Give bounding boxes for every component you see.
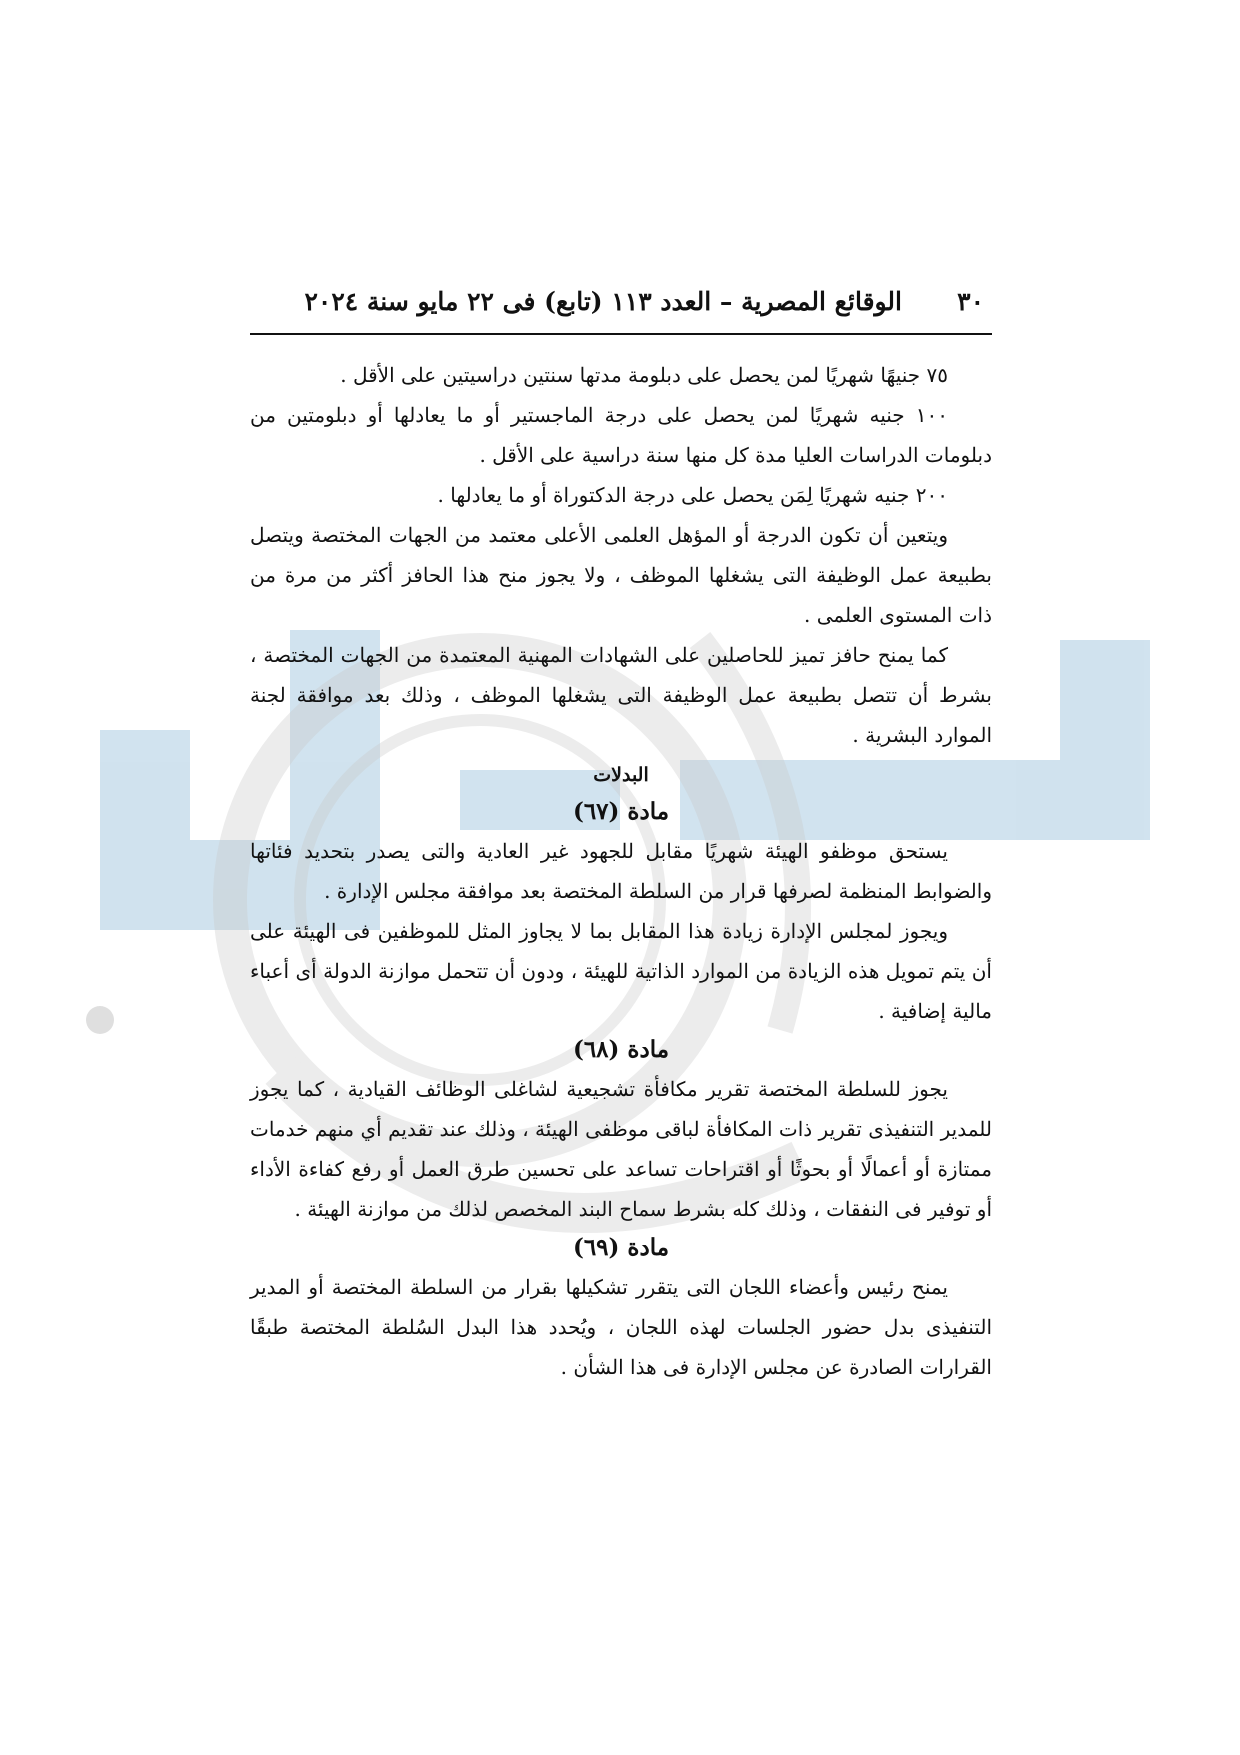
page-number: ٣٠ <box>957 287 984 316</box>
paragraph: يمنح رئيس وأعضاء اللجان التى يتقرر تشكيلها بقرار من السلطة المختصة أو المدير التنفيذى بدل حضور الجلسات لهذه اللجان ، ويُحدد هذا البدل السُلطة المختصة طبقًا القرارات الصادرة عن مجلس الإدارة فى هذا الشأن . <box>250 1275 992 1379</box>
article-67-title: مادة (٦٧) <box>572 798 670 825</box>
article-68-title: مادة (٦٨) <box>572 1036 670 1063</box>
paragraph: ويتعين أن تكون الدرجة أو المؤهل العلمى الأعلى معتمد من الجهات المختصة ويتصل بطبيعة عمل الوظيفة التى يشغلها الموظف ، ولا يجوز منح هذا الحافز أكثر من مرة من ذات المستوى العلمى . <box>250 523 992 627</box>
section-title: البدلات <box>593 764 649 786</box>
gazette-title: الوقائع المصرية – العدد ١١٣ (تابع) فى ٢٢ مايو سنة ٢٠٢٤ <box>304 287 902 316</box>
paragraph: ١٠٠ جنيه شهريًا لمن يحصل على درجة الماجستير أو ما يعادلها أو دبلومتين من دبلومات الدراسات العليا مدة كل منها سنة دراسية على الأقل . <box>250 403 992 467</box>
paragraph: ٧٥ جنيهًا شهريًا لمن يحصل على دبلومة مدتها سنتين دراسيتين على الأقل . <box>340 363 948 387</box>
paragraph: ٢٠٠ جنيه شهريًا لِمَن يحصل على درجة الدكتوراة أو ما يعادلها . <box>437 483 948 507</box>
paragraph: كما يمنح حافز تميز للحاصلين على الشهادات المهنية المعتمدة من الجهات المختصة ، بشرط أن تتصل بطبيعة عمل الوظيفة التى يشغلها الموظف ، وذلك بعد موافقة لجنة الموارد البشرية . <box>250 643 992 747</box>
document-body <box>250 355 992 1387</box>
article-69-title: مادة (٦٩) <box>572 1234 670 1261</box>
paragraph: يستحق موظفو الهيئة شهريًا مقابل للجهود غير العادية والتى يصدر بتحديد فئاتها والضوابط المنظمة لصرفها قرار من السلطة المختصة بعد موافقة مجلس الإدارة . <box>250 839 992 903</box>
paragraph: ويجوز لمجلس الإدارة زيادة هذا المقابل بما لا يجاوز المثل للموظفين فى الهيئة على أن يتم تمويل هذه الزيادة من الموارد الذاتية للهيئة ، ودون أن تتحمل موازنة الدولة أى أعباء مالية إضافية . <box>250 919 992 1023</box>
page-header <box>250 285 992 335</box>
paragraph: يجوز للسلطة المختصة تقرير مكافأة تشجيعية لشاغلى الوظائف القيادية ، كما يجوز للمدير التنفيذى تقرير ذات المكافأة لباقى موظفى الهيئة ، وذلك عند تقديم أي منهم خدمات ممتازة أو أعمالًا أو بحوثًا أو اقتراحات تساعد على تحسين طرق العمل أو رفع كفاءة الأداء أو توفير فى النفقات ، وذلك كله بشرط سماح البند المخصص لذلك من موازنة الهيئة . <box>250 1077 992 1221</box>
